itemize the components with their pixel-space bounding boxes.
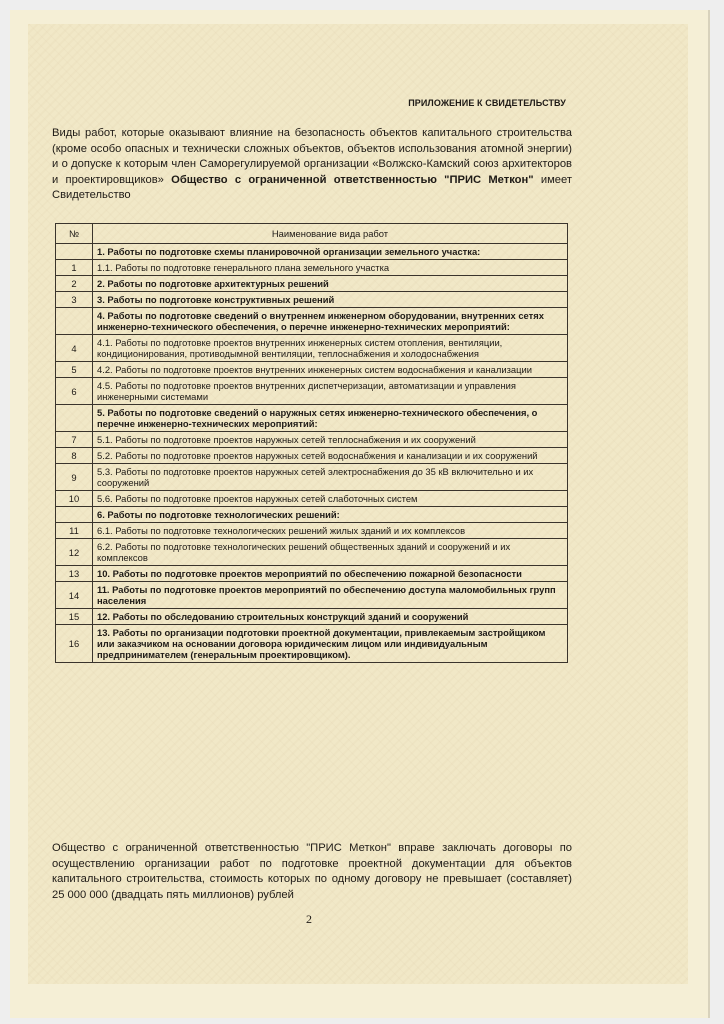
row-number: 12 — [56, 539, 93, 566]
company-name: Общество с ограниченной ответственностью "ПРИС Меткон" — [171, 173, 534, 186]
row-number: 11 — [56, 523, 93, 539]
intro-text: Виды работ, которые оказывают влияние на безопасность объектов капитального строительства (кроме особо опасных и технически сложных объектов, объектов использования атомной энергии) и о допуске к которым член Саморегулируемой организации «Волжско-Камский союз архитекторов и проектировщиков» — [52, 127, 572, 186]
table-row — [56, 491, 568, 507]
table-row — [56, 335, 568, 362]
row-number — [56, 507, 93, 523]
work-type-name: 5. Работы по подготовке сведений о наружных сетях инженерно-технического обеспечения, о перечне инженерно-технических мероприятий: — [93, 405, 568, 432]
work-type-name: 4. Работы по подготовке сведений о внутреннем инженерном оборудовании, внутренних сетях инженерно-технического обеспечения, о перечне инженерно-технических мероприятий: — [93, 308, 568, 335]
work-type-name: 11. Работы по подготовке проектов мероприятий по обеспечению доступа маломобильных групп населения — [93, 582, 568, 609]
page-number: 2 — [306, 912, 312, 926]
row-number: 1 — [56, 260, 93, 276]
appendix-header: ПРИЛОЖЕНИЕ К СВИДЕТЕЛЬСТВУ — [408, 98, 566, 108]
table-row — [56, 609, 568, 625]
table-row — [56, 244, 568, 260]
work-type-name: 6.2. Работы по подготовке технологических решений общественных зданий и сооружений и их комплексов — [93, 539, 568, 566]
row-number: 5 — [56, 362, 93, 378]
work-type-name: 1.1. Работы по подготовке генерального плана земельного участка — [93, 260, 568, 276]
row-number — [56, 405, 93, 432]
work-type-name: 1. Работы по подготовке схемы планировочной организации земельного участка: — [93, 244, 568, 260]
table-row — [56, 405, 568, 432]
table-row — [56, 432, 568, 448]
row-number: 6 — [56, 378, 93, 405]
table-row — [56, 523, 568, 539]
row-number: 3 — [56, 292, 93, 308]
row-number: 15 — [56, 609, 93, 625]
table-header-row — [56, 224, 568, 244]
work-type-name: 10. Работы по подготовке проектов мероприятий по обеспечению пожарной безопасности — [93, 566, 568, 582]
work-type-name: 3. Работы по подготовке конструктивных решений — [93, 292, 568, 308]
table-row — [56, 276, 568, 292]
row-number — [56, 244, 93, 260]
table-row — [56, 464, 568, 491]
works-table — [55, 223, 568, 663]
row-number: 10 — [56, 491, 93, 507]
row-number: 4 — [56, 335, 93, 362]
work-type-name: 5.1. Работы по подготовке проектов наружных сетей теплоснабжения и их сооружений — [93, 432, 568, 448]
table-row — [56, 378, 568, 405]
row-number: 9 — [56, 464, 93, 491]
work-type-name: 13. Работы по организации подготовки проектной документации, привлекаемым застройщиком или заказчиком на основании договора юридическим лицом или индивидуальным предпринимателем (генеральным проектировщиком). — [93, 625, 568, 663]
work-type-name: 4.5. Работы по подготовке проектов внутренних диспетчеризации, автоматизации и управления инженерными системами — [93, 378, 568, 405]
work-type-name: 4.1. Работы по подготовке проектов внутренних инженерных систем отопления, вентиляции, кондиционирования, противодымной вентиляции, теплоснабжения и холодоснабжения — [93, 335, 568, 362]
row-number: 16 — [56, 625, 93, 663]
table-row — [56, 582, 568, 609]
row-number — [56, 308, 93, 335]
row-number: 2 — [56, 276, 93, 292]
column-header-number: № — [56, 224, 93, 244]
intro-paragraph — [52, 126, 572, 204]
row-number: 14 — [56, 582, 93, 609]
table-row — [56, 625, 568, 663]
column-header-name: Наименование вида работ — [93, 224, 568, 244]
intro-tail: имеет Свидетельство — [52, 173, 572, 201]
table-row — [56, 308, 568, 335]
closing-paragraph: Общество с ограниченной ответственностью "ПРИС Меткон" вправе заключать договоры по осуществлению организации работ по подготовке проектной документации для объектов капитального строительства, стоимость которых по одному договору не превышает (составляет) 25 000 000 (двадцать пять миллионов) рублей — [52, 842, 572, 901]
work-type-name: 2. Работы по подготовке архитектурных решений — [93, 276, 568, 292]
work-type-name: 5.6. Работы по подготовке проектов наружных сетей слаботочных систем — [93, 491, 568, 507]
work-type-name: 5.3. Работы по подготовке проектов наружных сетей электроснабжения до 35 кВ включительно и их сооружений — [93, 464, 568, 491]
table-row — [56, 507, 568, 523]
work-type-name: 6.1. Работы по подготовке технологических решений жилых зданий и их комплексов — [93, 523, 568, 539]
work-type-name: 12. Работы по обследованию строительных конструкций зданий и сооружений — [93, 609, 568, 625]
table-row — [56, 260, 568, 276]
table-row — [56, 292, 568, 308]
table-row — [56, 539, 568, 566]
work-type-name: 5.2. Работы по подготовке проектов наружных сетей водоснабжения и канализации и их сооружений — [93, 448, 568, 464]
table-row — [56, 362, 568, 378]
row-number: 7 — [56, 432, 93, 448]
table-row — [56, 448, 568, 464]
row-number: 8 — [56, 448, 93, 464]
table-row — [56, 566, 568, 582]
row-number: 13 — [56, 566, 93, 582]
work-type-name: 4.2. Работы по подготовке проектов внутренних инженерных систем водоснабжения и канализации — [93, 362, 568, 378]
work-type-name: 6. Работы по подготовке технологических решений: — [93, 507, 568, 523]
